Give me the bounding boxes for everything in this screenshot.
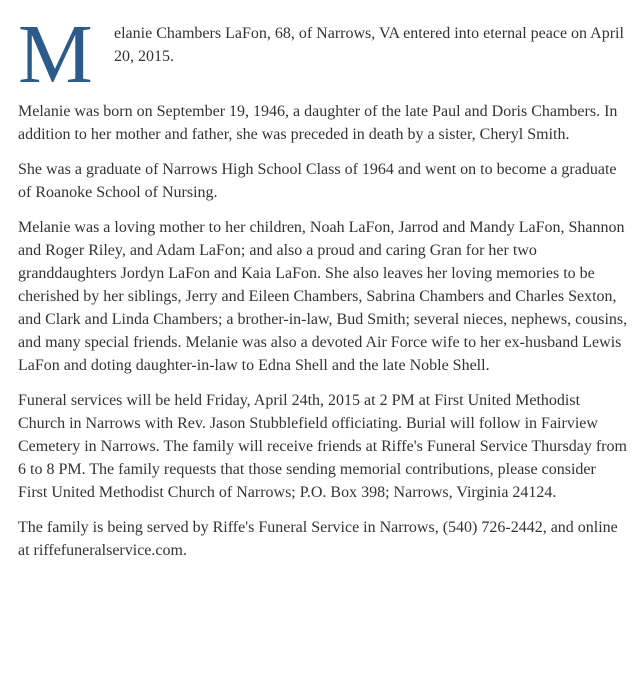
- lead-text: elanie Chambers LaFon, 68, of Narrows, VA entered into eternal peace on April 20, 2015.: [114, 25, 624, 65]
- drop-cap-letter: M: [18, 8, 93, 101]
- paragraph-services: Funeral services will be held Friday, April 24th, 2015 at 2 PM at First United Methodist Church in Narrows with Rev. Jason Stubblefield officiating. Burial will follow in Fairview Cemetery in Narrows. The family will receive friends at Riffe's Funeral Service Thursday from 6 to 8 PM. The family requests that those sending memorial contributions, please consider First United Methodist Church of Narrows; P.O. Box 398; Narrows, Virginia 24124.: [18, 392, 627, 501]
- paragraph-birth: Melanie was born on September 19, 1946, a daughter of the late Paul and Doris Chambers. In addition to her mother and father, she was preceded in death by a sister, Cheryl Smith.: [18, 103, 618, 143]
- lead-paragraph: [18, 8, 628, 101]
- paragraph-contact: The family is being served by Riffe's Funeral Service in Narrows, (540) 726-2442, and online at riffefuneralservice.com.: [18, 519, 618, 559]
- paragraph-education: She was a graduate of Narrows High School Class of 1964 and went on to become a graduate of Roanoke School of Nursing.: [18, 161, 617, 201]
- paragraph-family: Melanie was a loving mother to her children, Noah LaFon, Jarrod and Mandy LaFon, Shannon and Roger Riley, and Adam LaFon; and also a proud and caring Gran for her two granddaughters Jordyn LaFon and Kaia LaFon. She also leaves her loving memories to be cherished by her siblings, Jerry and Eileen Chambers, Sabrina Chambers and Charles Sexton, and Clark and Linda Chambers; a brother-in-law, Bud Smith; several nieces, nephews, cousins, and many special friends. Melanie was also a devoted Air Force wife to her ex-husband Lewis LaFon and doting daughter-in-law to Edna Shell and the late Noble Shell.: [18, 219, 628, 374]
